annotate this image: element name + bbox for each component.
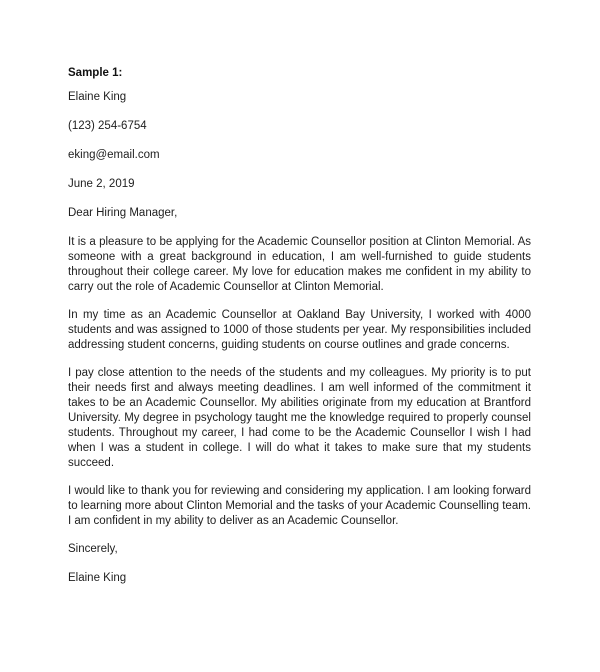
body-paragraph-2: In my time as an Academic Counsellor at Oakland Bay University, I worked with 4000 students and was assigned to 1000 of those students per year. My responsibilities included addressing student concerns, guiding students on course outlines and grade concerns.	[68, 309, 531, 351]
closing: Sincerely,	[68, 543, 118, 555]
sample-label: Sample 1:	[68, 67, 123, 79]
body-paragraph-4: I would like to thank you for reviewing and considering my application. I am looking forward to learning more about Clinton Memorial and the tasks of your Academic Counselling team. I am confident in my ability to deliver as an Academic Counsellor.	[68, 485, 531, 527]
signature-name: Elaine King	[68, 572, 127, 584]
salutation: Dear Hiring Manager,	[68, 207, 178, 219]
body-paragraph-1: It is a pleasure to be applying for the Academic Counsellor position at Clinton Memorial. As someone with a great background in education, I am well-furnished to guide students throughout their college career. My love for education makes me confident in my ability to carry out the role of Academic Counsellor at Clinton Memorial.	[68, 236, 531, 293]
sender-email: eking@email.com	[68, 149, 160, 161]
body-paragraph-3: I pay close attention to the needs of the students and my colleagues. My priority is to put their needs first and always meeting deadlines. I am well informed of the commitment it takes to be an Academic Counsellor. My abilities originate from my education at Brantford University. My degree in psychology taught me the knowledge required to properly counsel students. Throughout my career, I had come to be the Academic Counsellor I wish I had when I was a student in college. I will do what it takes to make sure that my students succeed.	[68, 367, 531, 469]
letter-date: June 2, 2019	[68, 178, 135, 190]
sender-phone: (123) 254-6754	[68, 120, 147, 132]
sender-name: Elaine King	[68, 91, 127, 103]
